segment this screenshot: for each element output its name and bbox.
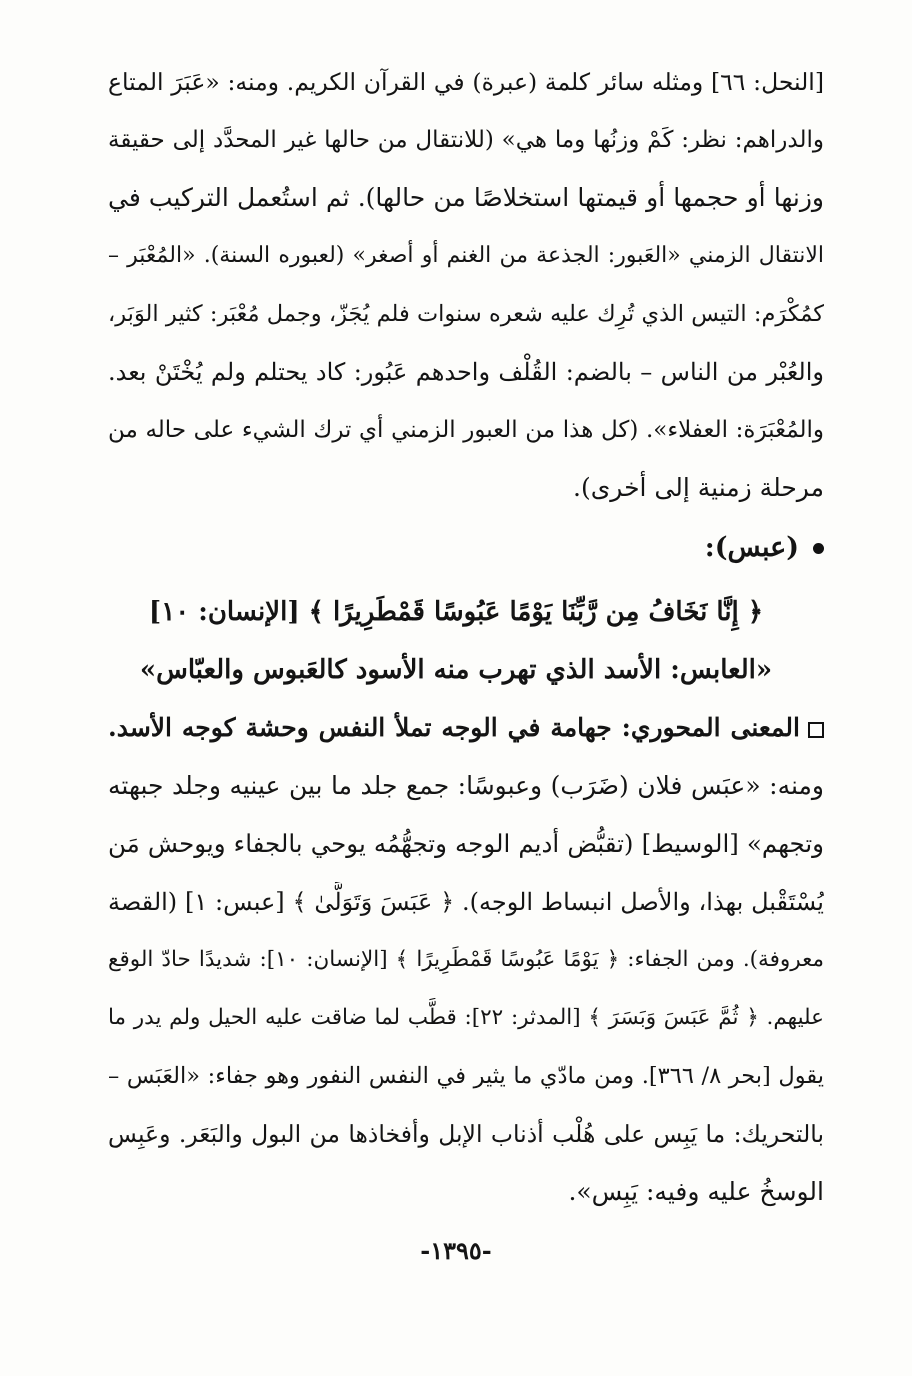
paragraph-2: [108, 766, 824, 1206]
paragraph-line: وتجهم» [الوسيط] (تقبُّض أديم الوجه وتجهُّمُه يوحي بالجفاء ويوحش مَن: [108, 829, 824, 858]
bullet-icon: [813, 543, 824, 554]
paragraph-line: والمُعْبَرَة: العفلاء». (كل هذا من العبور الزمني أي ترك الشيء على حاله من: [108, 417, 824, 443]
paragraph-line: الوسخُ عليه وفيه: يَبِس».: [568, 1177, 824, 1206]
section-heading: [705, 528, 824, 568]
paragraph-line: عليهم. ﴿ ثُمَّ عَبَسَ وَبَسَرَ ﴾ [المدثر: ٢٢]: قطَّب لما ضاقت عليه الحيل ولم يدر ما: [108, 1005, 824, 1030]
section-header: [108, 528, 824, 578]
core-meaning: [108, 708, 824, 748]
page-number: -١٣٩٥-: [420, 1236, 492, 1265]
paragraph-line: يُسْتَقْبل بهذا، والأصل انبساط الوجه). ﴿ عَبَسَ وَتَوَلَّىٰ ﴾ [عبس: ١] (القصة: [108, 888, 824, 916]
paragraph-line: معروفة). ومن الجفاء: ﴿ يَوْمًا عَبُوسًا قَمْطَرِيرًا ﴾ [الإنسان: ١٠]: شديدًا حادّ الوقع: [108, 947, 824, 972]
quran-verse: ﴿ إِنَّا نَخَافُ مِن رَّبِّنَا يَوْمًا عَبُوسًا قَمْطَرِيرًا ﴾ [الإنسان: ١٠]: [148, 597, 764, 627]
checkbox-square-icon: [808, 722, 824, 738]
core-meaning-block: [108, 708, 824, 758]
paragraph-line: [النحل: ٦٦] ومثله سائر كلمة (عبرة) في القرآن الكريم. ومنه: «عَبَرَ المتاع: [108, 68, 824, 96]
paragraph-line: الانتقال الزمني «العَبور: الجذعة من الغنم أو أصغر» (لعبوره السنة). «المُعْبَر –: [108, 243, 824, 268]
paragraph-1: [108, 62, 824, 502]
paragraph-line: يقول [بحر ٨/ ٣٦٦]. ومن مادّي ما يثير في النفس النفور وهو جفاء: «العَبَس –: [108, 1063, 824, 1089]
paragraph-line: مرحلة زمنية إلى أخرى).: [573, 473, 824, 502]
paragraph-line: والدراهم: نظر: كَمْ وزنُها وما هي» (للانتقال من حالها غير المحدَّد إلى حقيقة: [108, 127, 824, 153]
core-meaning-text: المعنى المحوري: جهامة في الوجه تملأ النفس وحشة كوجه الأسد.: [108, 713, 800, 742]
paragraph-line: والعُبْر من الناس – بالضم: القُلْف واحدهم عَبُور: كاد يحتلم ولم يُخْتَنْ بعد.: [108, 358, 824, 386]
paragraph-line: بالتحريك: ما يَبِس على هُلْب أذناب الإبل وأفخاذها من البول والبَعَر. وعَبِس: [108, 1120, 824, 1148]
paragraph-line: وزنها أو حجمها أو قيمتها استخلاصًا من حالها). ثم استُعمل التركيب في: [108, 183, 824, 212]
paragraph-line: كمُكْرَم: التيس الذي تُرِك عليه شعره سنوات فلم يُجَزّ، وجمل مُعْبَر: كثير الوَبَر،: [108, 301, 824, 327]
section-heading-text: (عبس):: [704, 532, 799, 563]
paragraph-line: ومنه: «عبَس فلان (ضَرَب) وعبوسًا: جمع جلد ما بين عينيه وجلد جبهته: [108, 771, 824, 800]
definition-quote: «العابس: الأسد الذي تهرب منه الأسود كالعَبوس والعبّاس»: [139, 655, 773, 685]
